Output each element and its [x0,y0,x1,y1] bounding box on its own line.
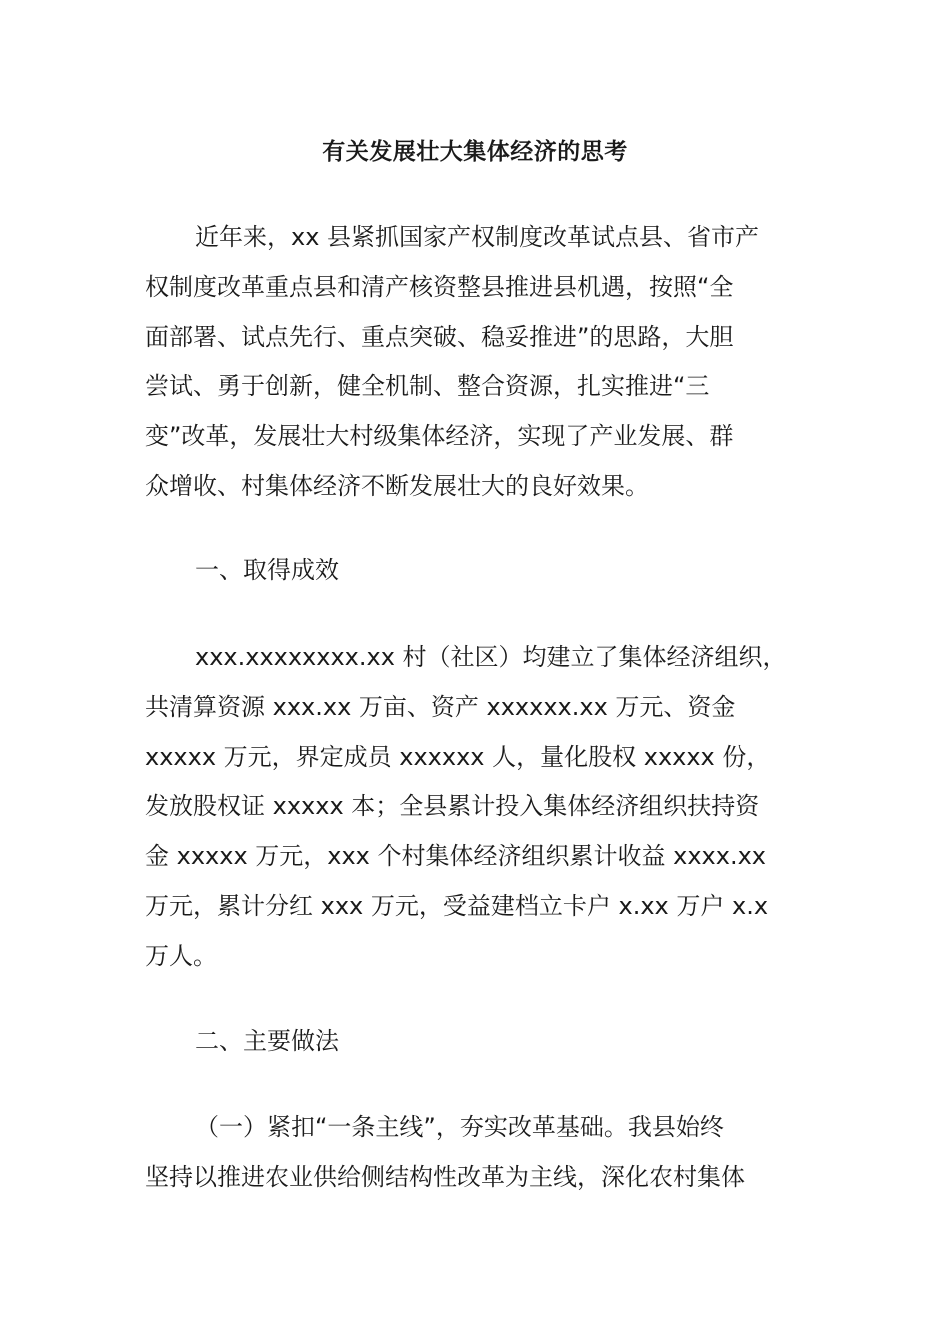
intro-line-6: 众增收、村集体经济不断发展壮大的良好效果。 [145,472,649,500]
section1-heading: 一、取得成效 [195,556,339,584]
intro-line-3: 面部署、试点先行、重点突破、稳妥推进”的思路，大胆 [145,323,734,351]
section1-line-4: 发放股权证 xxxxx 本；全县累计投入集体经济组织扶持资 [145,792,760,820]
section1-line-1: xxx.xxxxxxxx.xx 村（社区）均建立了集体经济组织， [195,643,787,671]
intro-line-5: 变”改革，发展壮大村级集体经济，实现了产业发展、群 [145,422,734,450]
intro-line-2: 权制度改革重点县和清产核资整县推进县机遇，按照“全 [145,273,734,301]
section1-line-6: 万元，累计分红 xxx 万元，受益建档立卡户 x.xx 万户 x.x [145,892,769,920]
section2-line-1: （一）紧扣“一条主线”，夯实改革基础。我县始终 [195,1113,724,1141]
intro-line-1: 近年来，xx 县紧抓国家产权制度改革试点县、省市产 [195,223,760,251]
section1-line-3: xxxxx 万元，界定成员 xxxxxx 人，量化股权 xxxxx 份， [145,743,771,771]
section1-line-7: 万人。 [145,942,217,970]
section2-heading: 二、主要做法 [195,1027,339,1055]
intro-line-4: 尝试、勇于创新，健全机制、整合资源，扎实推进“三 [145,372,710,400]
section1-line-2: 共清算资源 xxx.xx 万亩、资产 xxxxxx.xx 万元、资金 [145,693,736,721]
document-title: 有关发展壮大集体经济的思考 [322,139,628,165]
section1-line-5: 金 xxxxx 万元，xxx 个村集体经济组织累计收益 xxxx.xx [145,842,766,870]
section2-line-2: 坚持以推进农业供给侧结构性改革为主线，深化农村集体 [145,1163,745,1191]
